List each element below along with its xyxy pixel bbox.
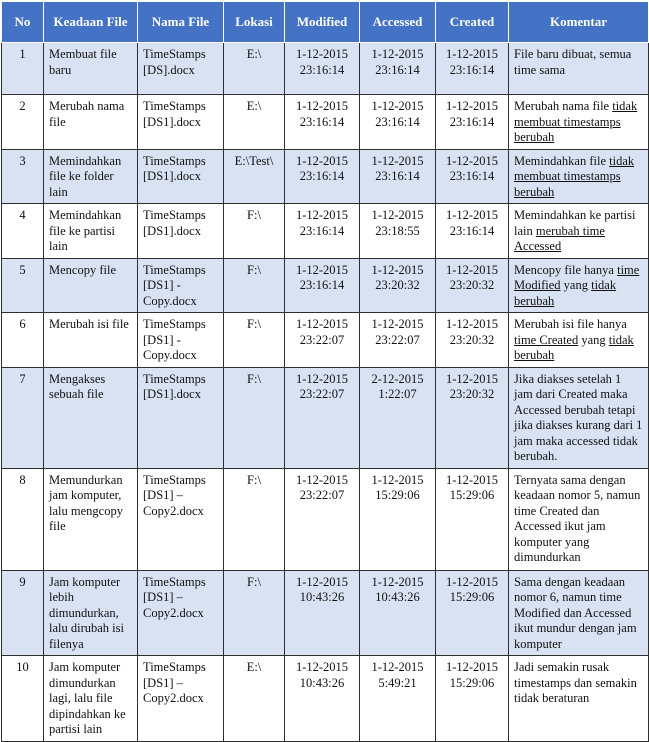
cell-lokasi: E:\Test\ xyxy=(224,149,285,204)
cell-modified-date: 1-12-2015 xyxy=(295,574,349,589)
cell-komentar xyxy=(509,313,649,368)
cell-nama-file: TimeStamps [DS1] - Copy.docx xyxy=(138,258,224,313)
komentar-segment: Jika diakses setelah 1 jam dari Created maka Accessed berubah tetapi jika diakses kurang dari 1 jam maka accessed tidak berubah. xyxy=(514,371,643,463)
komentar-underlined-segment: tidak berubah xyxy=(514,332,634,362)
cell-accessed-date: 1-12-2015 xyxy=(371,317,424,331)
table-row xyxy=(2,367,649,468)
header-nama-file: Nama File xyxy=(138,2,224,43)
header-modified: Modified xyxy=(285,2,360,43)
cell-created xyxy=(436,468,509,570)
cell-no: 3 xyxy=(2,149,44,204)
cell-modified xyxy=(285,204,360,259)
cell-accessed-time: 23:16:14 xyxy=(375,114,420,129)
cell-keadaan-file: Jam komputer dimundurkan lagi, lalu file dipindahkan ke partisi lain xyxy=(44,656,138,742)
header-no: No xyxy=(2,2,44,43)
cell-created-date: 1-12-2015 xyxy=(445,371,499,386)
cell-modified-time: 23:16:14 xyxy=(299,223,345,238)
cell-created xyxy=(436,204,509,259)
komentar-segment: Merubah nama file xyxy=(514,99,613,113)
cell-nama-file: TimeStamps [DS1] – Copy2.docx xyxy=(138,570,224,656)
cell-modified-time: 23:16:14 xyxy=(299,278,345,292)
cell-modified-date: 1-12-2015 xyxy=(295,472,349,487)
cell-created-time: 15:29:06 xyxy=(449,488,495,502)
table-row xyxy=(2,95,649,150)
cell-accessed xyxy=(360,258,436,313)
table-body xyxy=(2,43,649,742)
cell-modified-date: 1-12-2015 xyxy=(295,317,349,331)
cell-created-date: 1-12-2015 xyxy=(445,99,499,113)
cell-modified xyxy=(285,95,360,150)
cell-modified-time: 10:43:26 xyxy=(299,675,345,690)
cell-accessed-date: 1-12-2015 xyxy=(371,153,424,168)
cell-accessed-time: 23:22:07 xyxy=(375,332,420,347)
cell-accessed xyxy=(360,656,436,742)
header-lokasi: Lokasi xyxy=(224,2,285,43)
cell-created-time: 23:16:14 xyxy=(449,169,495,183)
table-row xyxy=(2,258,649,313)
komentar-segment: Sama dengan keadaan nomor 6, namun time Modified dan Accessed ikut mundur dengan jam komputer xyxy=(514,574,637,651)
cell-lokasi: F:\ xyxy=(224,570,285,656)
cell-created-date: 1-12-2015 xyxy=(445,208,499,222)
cell-modified-date: 1-12-2015 xyxy=(295,208,349,222)
cell-created-time: 23:20:32 xyxy=(449,332,495,347)
cell-modified xyxy=(285,43,360,95)
cell-accessed-time: 23:16:14 xyxy=(375,169,420,183)
cell-nama-file: TimeStamps [DS].docx xyxy=(138,43,224,95)
cell-keadaan-file: Mencopy file xyxy=(44,258,138,313)
komentar-segment: Ternyata sama dengan keadaan nomor 5, namun time Created dan Accessed ikut jam komputer yang dimundurkan xyxy=(514,472,641,564)
cell-modified-time: 23:16:14 xyxy=(299,114,345,129)
table-row xyxy=(2,149,649,204)
cell-komentar xyxy=(509,570,649,656)
cell-nama-file: TimeStamps [DS1].docx xyxy=(138,149,224,204)
cell-komentar xyxy=(509,95,649,150)
cell-komentar xyxy=(509,204,649,259)
cell-modified xyxy=(285,468,360,570)
cell-modified xyxy=(285,570,360,656)
cell-no: 7 xyxy=(2,367,44,468)
cell-no: 4 xyxy=(2,204,44,259)
cell-created-date: 1-12-2015 xyxy=(445,574,499,589)
cell-accessed xyxy=(360,43,436,95)
cell-created-date: 1-12-2015 xyxy=(445,262,499,277)
header-created: Created xyxy=(436,2,509,43)
cell-komentar xyxy=(509,367,649,468)
cell-created-date: 1-12-2015 xyxy=(445,472,499,487)
cell-modified-time: 23:16:14 xyxy=(299,62,345,77)
cell-accessed-date: 1-12-2015 xyxy=(371,47,424,61)
cell-accessed xyxy=(360,570,436,656)
cell-modified-time: 23:16:14 xyxy=(299,169,345,183)
cell-modified-date: 1-12-2015 xyxy=(295,153,349,168)
cell-lokasi: F:\ xyxy=(224,313,285,368)
cell-komentar xyxy=(509,656,649,742)
cell-accessed xyxy=(360,313,436,368)
cell-modified-date: 1-12-2015 xyxy=(295,262,349,277)
cell-created xyxy=(436,313,509,368)
komentar-segment: Jadi semakin rusak timestamps dan semakin tidak beraturan xyxy=(514,660,637,705)
cell-no: 1 xyxy=(2,43,44,95)
cell-modified-time: 23:22:07 xyxy=(299,332,345,347)
cell-no: 2 xyxy=(2,95,44,150)
cell-created xyxy=(436,570,509,656)
komentar-segment: File baru dibuat, semua time sama xyxy=(514,47,632,77)
komentar-segment: Memindahkan file xyxy=(514,153,610,168)
cell-nama-file: TimeStamps [DS1] – Copy2.docx xyxy=(138,656,224,742)
cell-no: 9 xyxy=(2,570,44,656)
cell-accessed-time: 10:43:26 xyxy=(375,590,420,604)
cell-komentar xyxy=(509,43,649,95)
cell-lokasi: F:\ xyxy=(224,367,285,468)
cell-created-date: 1-12-2015 xyxy=(445,660,499,674)
cell-komentar xyxy=(509,149,649,204)
cell-accessed-time: 1:22:07 xyxy=(378,387,417,401)
cell-modified-date: 1-12-2015 xyxy=(295,47,349,61)
cell-nama-file: TimeStamps [DS1].docx xyxy=(138,367,224,468)
cell-modified-date: 1-12-2015 xyxy=(295,660,349,674)
header-komentar: Komentar xyxy=(509,2,649,43)
cell-modified xyxy=(285,656,360,742)
cell-nama-file: TimeStamps [DS1].docx xyxy=(138,204,224,259)
cell-modified-time: 23:22:07 xyxy=(299,488,345,502)
cell-accessed-date: 1-12-2015 xyxy=(371,208,424,222)
cell-accessed-date: 1-12-2015 xyxy=(371,574,424,589)
cell-modified-date: 1-12-2015 xyxy=(295,99,349,113)
cell-created-date: 1-12-2015 xyxy=(445,47,499,61)
cell-accessed-time: 23:16:14 xyxy=(375,62,420,77)
cell-accessed-date: 1-12-2015 xyxy=(371,660,424,674)
cell-accessed-time: 23:20:32 xyxy=(375,278,420,292)
cell-nama-file: TimeStamps [DS1] – Copy2.docx xyxy=(138,468,224,570)
cell-created-time: 15:29:06 xyxy=(449,675,495,690)
komentar-underlined-segment: tidak membuat timestamps berubah xyxy=(514,99,638,144)
header-keadaan-file: Keadaan File xyxy=(44,2,138,43)
komentar-underlined-segment: time Modified xyxy=(514,262,640,292)
cell-accessed-date: 1-12-2015 xyxy=(371,99,424,113)
cell-accessed-time: 15:29:06 xyxy=(375,488,420,502)
cell-created-date: 1-12-2015 xyxy=(445,317,499,331)
komentar-segment: Merubah isi file hanya xyxy=(514,317,627,331)
cell-modified-time: 10:43:26 xyxy=(299,590,345,604)
cell-accessed-date: 1-12-2015 xyxy=(371,262,424,277)
komentar-underlined-segment: time Created xyxy=(514,332,579,347)
cell-lokasi: F:\ xyxy=(224,468,285,570)
cell-modified xyxy=(285,258,360,313)
cell-modified xyxy=(285,149,360,204)
komentar-underlined-segment: tidak membuat timestamps berubah xyxy=(514,153,635,199)
cell-accessed xyxy=(360,204,436,259)
cell-no: 5 xyxy=(2,258,44,313)
cell-created-time: 23:20:32 xyxy=(449,278,495,292)
timestamps-table xyxy=(1,1,649,742)
cell-keadaan-file: Mengakses sebuah file xyxy=(44,367,138,468)
cell-accessed xyxy=(360,468,436,570)
cell-accessed xyxy=(360,95,436,150)
komentar-segment: yang xyxy=(578,332,609,347)
cell-lokasi: F:\ xyxy=(224,258,285,313)
cell-created-time: 15:29:06 xyxy=(449,590,495,604)
komentar-segment: Mencopy file hanya xyxy=(514,262,618,277)
header-row xyxy=(2,2,649,43)
komentar-underlined-segment: tidak berubah xyxy=(514,278,617,308)
table-row xyxy=(2,468,649,570)
cell-created xyxy=(436,43,509,95)
cell-modified-time: 23:22:07 xyxy=(299,387,345,401)
cell-created-time: 23:20:32 xyxy=(449,387,495,401)
cell-no: 6 xyxy=(2,313,44,368)
cell-accessed-date: 2-12-2015 xyxy=(371,371,424,386)
cell-lokasi: F:\ xyxy=(224,204,285,259)
cell-accessed-time: 23:18:55 xyxy=(375,223,420,238)
cell-accessed-time: 5:49:21 xyxy=(378,675,417,690)
cell-accessed xyxy=(360,149,436,204)
cell-modified-date: 1-12-2015 xyxy=(295,371,349,386)
table-row xyxy=(2,570,649,656)
cell-keadaan-file: Merubah nama file xyxy=(44,95,138,150)
cell-modified xyxy=(285,367,360,468)
cell-accessed-date: 1-12-2015 xyxy=(371,472,424,487)
cell-created xyxy=(436,149,509,204)
cell-accessed xyxy=(360,367,436,468)
komentar-underlined-segment: merubah time Accessed xyxy=(514,223,605,253)
cell-no: 8 xyxy=(2,468,44,570)
table-row xyxy=(2,313,649,368)
cell-created-time: 23:16:14 xyxy=(449,223,495,238)
cell-nama-file: TimeStamps [DS1].docx xyxy=(138,95,224,150)
cell-keadaan-file: Memindahkan file ke folder lain xyxy=(44,149,138,204)
cell-created-time: 23:16:14 xyxy=(449,114,495,129)
komentar-segment: Memindahkan ke partisi lain xyxy=(514,208,636,238)
komentar-segment: yang xyxy=(560,278,592,292)
cell-komentar xyxy=(509,258,649,313)
table-row xyxy=(2,204,649,259)
cell-created xyxy=(436,95,509,150)
table-row xyxy=(2,656,649,742)
cell-keadaan-file: Jam komputer lebih dimundurkan, lalu dirubah isi filenya xyxy=(44,570,138,656)
cell-created-date: 1-12-2015 xyxy=(445,153,499,168)
cell-modified xyxy=(285,313,360,368)
cell-created xyxy=(436,258,509,313)
cell-komentar xyxy=(509,468,649,570)
cell-created xyxy=(436,656,509,742)
cell-keadaan-file: Membuat file baru xyxy=(44,43,138,95)
cell-keadaan-file: Memindahkan file ke partisi lain xyxy=(44,204,138,259)
cell-lokasi: E:\ xyxy=(224,656,285,742)
cell-keadaan-file: Memundurkan jam komputer, lalu mengcopy file xyxy=(44,468,138,570)
cell-created xyxy=(436,367,509,468)
cell-keadaan-file: Merubah isi file xyxy=(44,313,138,368)
cell-no: 10 xyxy=(2,656,44,742)
cell-created-time: 23:16:14 xyxy=(449,62,495,77)
cell-lokasi: E:\ xyxy=(224,95,285,150)
table-row xyxy=(2,43,649,95)
cell-nama-file: TimeStamps [DS1] - Copy.docx xyxy=(138,313,224,368)
header-accessed: Accessed xyxy=(360,2,436,43)
cell-lokasi: E:\ xyxy=(224,43,285,95)
